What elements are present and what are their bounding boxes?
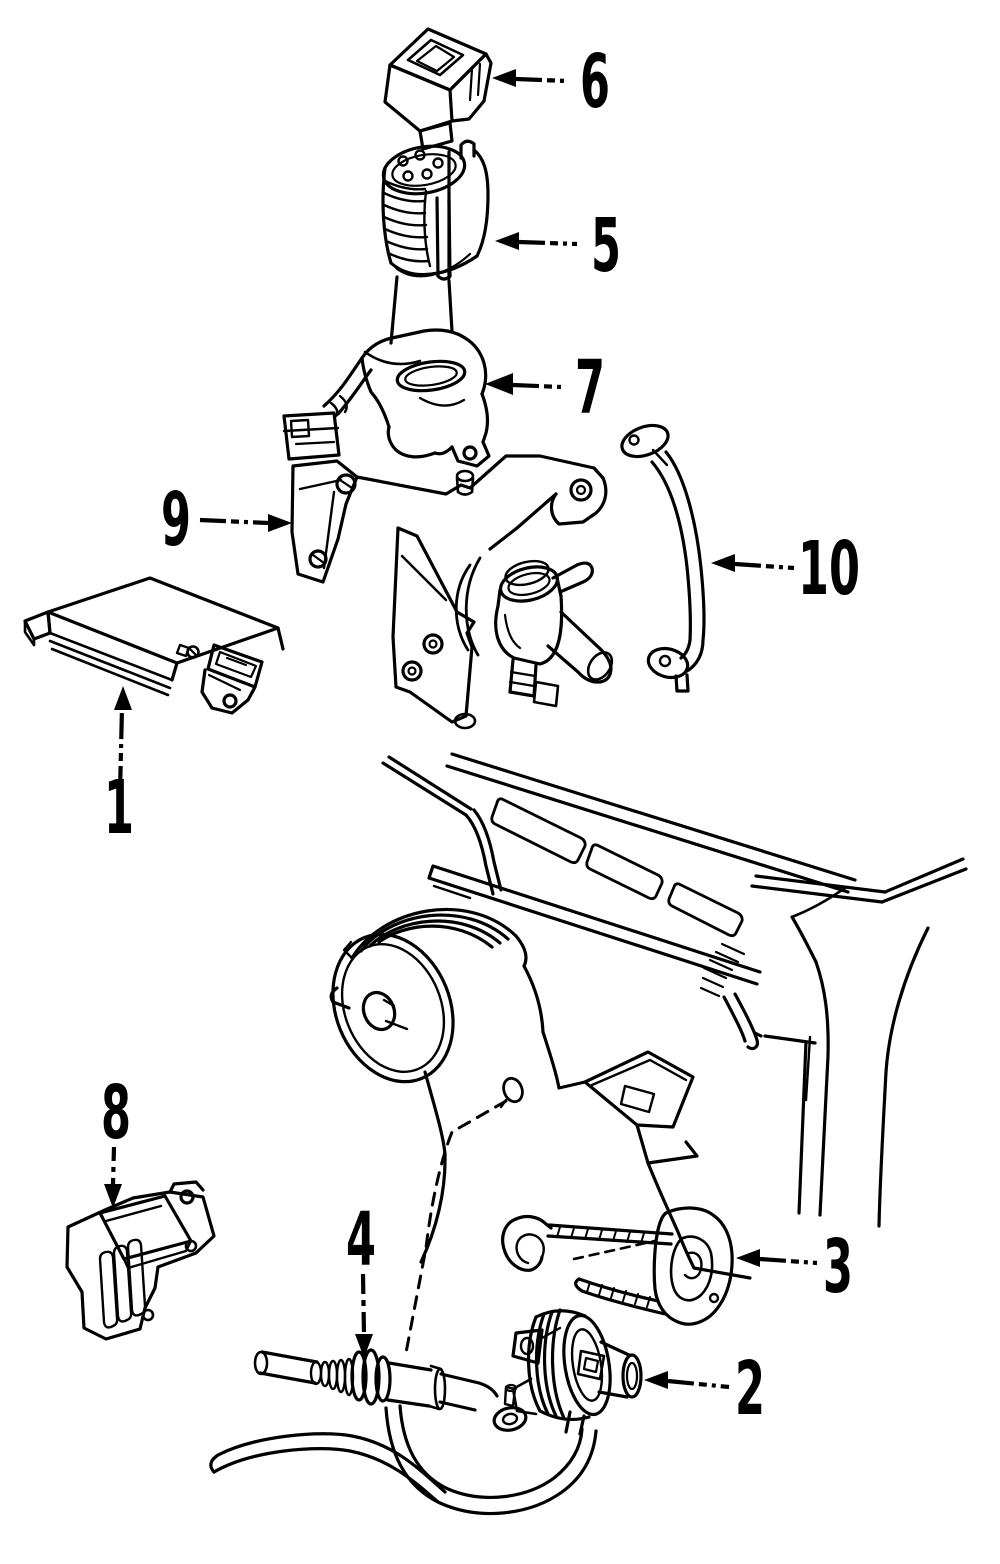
callout-7-arrowhead-icon xyxy=(485,373,513,395)
part-8-drawing xyxy=(67,1182,214,1339)
callout-1[interactable] xyxy=(104,686,134,851)
callout-6-arrowhead-icon xyxy=(492,69,516,87)
callout-1-number[interactable]: 1 xyxy=(104,765,134,851)
callout-10-number[interactable]: 10 xyxy=(798,526,860,612)
part-10-drawing xyxy=(618,420,704,691)
part-9-drawing xyxy=(292,456,617,728)
callout-4[interactable] xyxy=(346,1197,376,1358)
callout-2-number[interactable]: 2 xyxy=(735,1346,765,1432)
part-5-drawing xyxy=(380,140,488,343)
callout-5-leader-line xyxy=(519,242,577,244)
callout-9-leader-line xyxy=(200,520,268,523)
callout-5-number[interactable]: 5 xyxy=(591,203,621,289)
callout-4-leader-line xyxy=(363,1274,364,1334)
hoses-drawing xyxy=(211,1406,596,1514)
callout-5-arrowhead-icon xyxy=(495,232,519,250)
callout-7-number[interactable]: 7 xyxy=(575,345,605,431)
part-2-drawing xyxy=(513,1310,641,1434)
part-3-drawing xyxy=(503,1208,733,1324)
callout-2-leader-line xyxy=(668,1381,729,1387)
callout-7-leader-line xyxy=(513,385,561,387)
callout-5[interactable] xyxy=(495,203,621,289)
callout-10-arrowhead-icon xyxy=(711,554,735,572)
callout-1-arrowhead-icon xyxy=(114,686,132,710)
callout-3-number[interactable]: 3 xyxy=(823,1224,853,1310)
callout-10-leader-line xyxy=(735,564,794,568)
callout-8[interactable] xyxy=(101,1070,131,1208)
callout-9-arrowhead-icon xyxy=(268,514,292,532)
callout-6-number[interactable]: 6 xyxy=(580,39,610,125)
part-1-drawing xyxy=(25,578,283,713)
callout-3-leader-line xyxy=(760,1259,817,1263)
callout-6-leader-line xyxy=(516,79,567,81)
part-4-drawing xyxy=(255,1350,528,1433)
callout-2-arrowhead-icon xyxy=(644,1371,668,1389)
callout-3[interactable] xyxy=(736,1224,853,1310)
callout-4-number[interactable]: 4 xyxy=(346,1197,376,1283)
callout-9[interactable] xyxy=(161,477,292,563)
callout-2[interactable] xyxy=(644,1346,765,1432)
callout-10[interactable] xyxy=(711,526,860,612)
callout-9-number[interactable]: 9 xyxy=(161,477,191,563)
engine-bay-drawing xyxy=(312,754,966,1358)
part-6-drawing xyxy=(385,29,491,149)
callout-8-number[interactable]: 8 xyxy=(101,1070,131,1156)
callout-7[interactable] xyxy=(485,345,605,431)
callout-6[interactable] xyxy=(492,39,610,125)
callout-3-arrowhead-icon xyxy=(736,1249,760,1267)
part-7-drawing xyxy=(284,330,489,466)
leader-line-mount-point xyxy=(405,1101,506,1358)
